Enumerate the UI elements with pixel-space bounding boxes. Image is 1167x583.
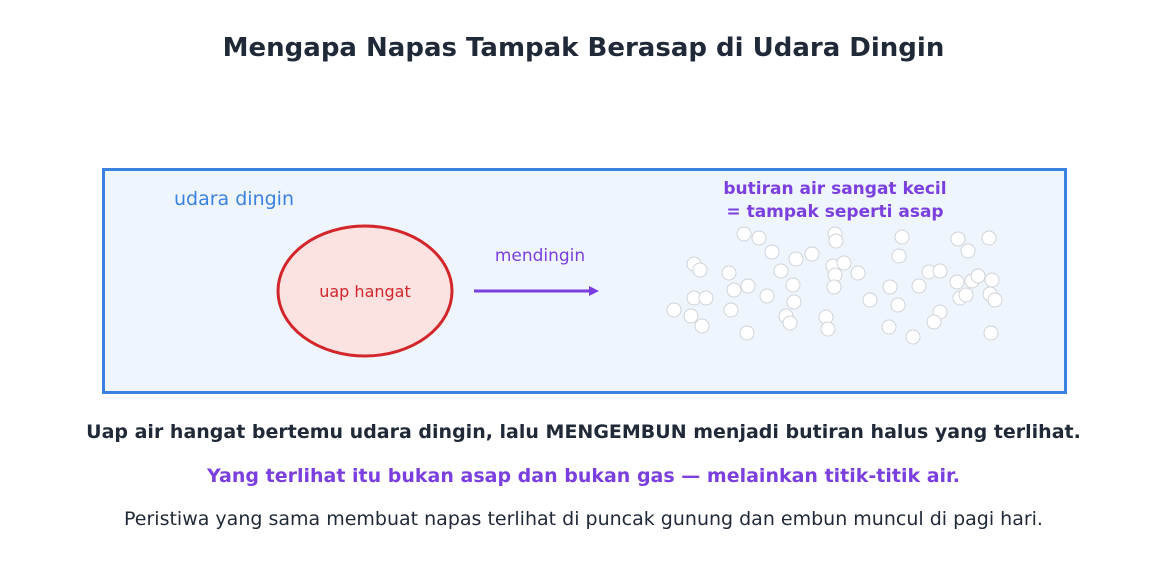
droplet (727, 283, 741, 297)
droplet (695, 319, 709, 333)
caption-emphasis: Yang terlihat itu bukan asap dan bukan gas — melainkan titik-titik air. (207, 465, 960, 487)
vapor-label: uap hangat (319, 282, 411, 301)
droplet (863, 293, 877, 307)
droplet (927, 315, 941, 329)
droplet (752, 231, 766, 245)
droplet (740, 326, 754, 340)
droplet (667, 303, 681, 317)
droplet (684, 309, 698, 323)
droplet (933, 264, 947, 278)
droplet (950, 275, 964, 289)
droplet (882, 320, 896, 334)
droplet (765, 245, 779, 259)
droplet (760, 289, 774, 303)
droplet (787, 295, 801, 309)
droplet (895, 230, 909, 244)
droplet (971, 269, 985, 283)
droplet (699, 291, 713, 305)
droplet (827, 280, 841, 294)
droplet (984, 326, 998, 340)
droplet (851, 266, 865, 280)
droplet (786, 278, 800, 292)
droplet (982, 231, 996, 245)
droplet (722, 266, 736, 280)
droplet (892, 249, 906, 263)
droplet (693, 263, 707, 277)
droplet (783, 316, 797, 330)
droplet (912, 279, 926, 293)
arrow-label: mendingin (494, 246, 586, 266)
result-label-line2: = tampak seperti asap (726, 202, 944, 222)
droplet (906, 330, 920, 344)
droplet (891, 298, 905, 312)
droplet (741, 279, 755, 293)
page-title: Mengapa Napas Tampak Berasap di Udara Dingin (222, 33, 945, 63)
droplet (837, 256, 851, 270)
droplet (951, 232, 965, 246)
droplet (737, 227, 751, 241)
droplet (821, 322, 835, 336)
droplet (883, 280, 897, 294)
result-label-line1: butiran air sangat kecil (723, 179, 947, 199)
droplet (985, 273, 999, 287)
caption-note: Peristiwa yang sama membuat napas terlihat di puncak gunung dan embun muncul di pagi hari. (124, 508, 1043, 530)
droplet (774, 264, 788, 278)
droplet (961, 244, 975, 258)
droplet (789, 252, 803, 266)
droplet (959, 288, 973, 302)
region-label: udara dingin (173, 188, 295, 210)
caption-main: Uap air hangat bertemu udara dingin, lalu MENGEMBUN menjadi butiran halus yang terlihat. (86, 421, 1081, 443)
droplet (988, 293, 1002, 307)
droplet (829, 234, 843, 248)
droplet (805, 247, 819, 261)
droplet (724, 303, 738, 317)
